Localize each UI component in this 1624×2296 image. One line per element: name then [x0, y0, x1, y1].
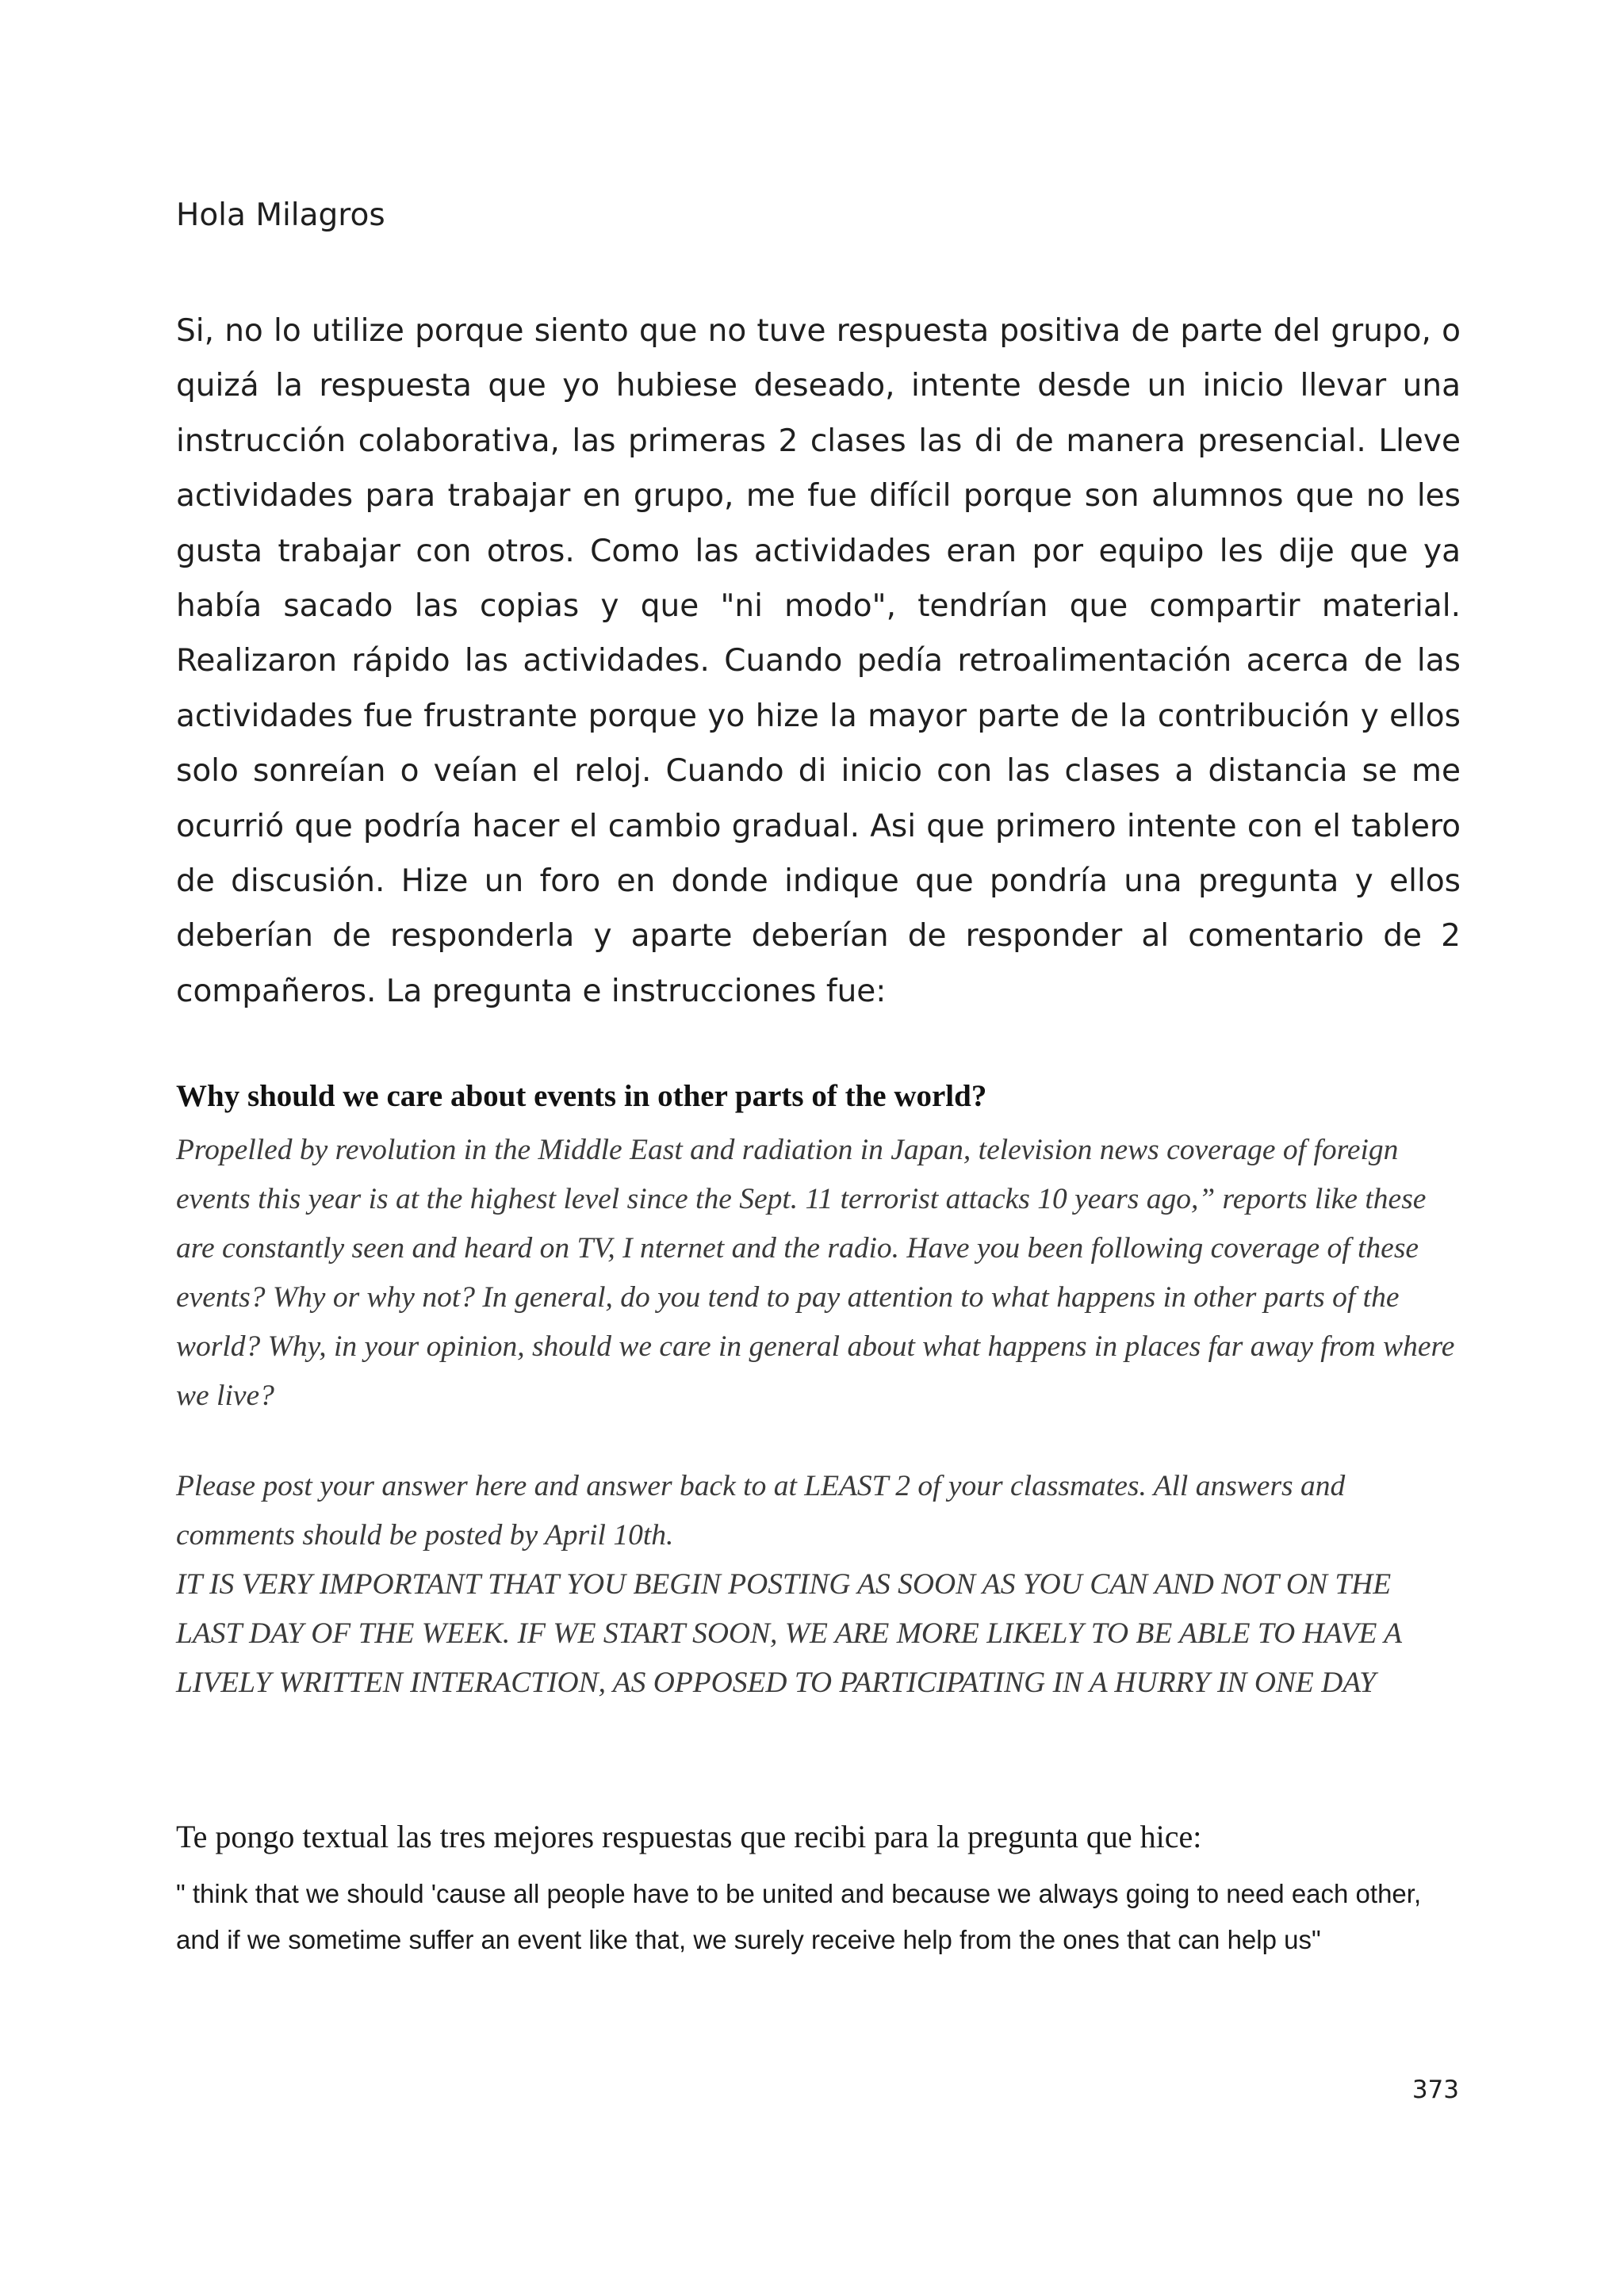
letter-paragraph: Si, no lo utilize porque siento que no tuve respuesta positiva de parte del grupo, o quizá la respuesta que yo hubiese deseado, intente desde un inicio llevar una instrucción colaborativa, las primeras 2 clases las di de manera presencial. Lleve actividades para trabajar en grupo, me fue difícil porque son alumnos que no les gusta trabajar con otros. Como las actividades eran por equipo les dije que ya había sacado las copias y que "ni modo", tendrían que compartir material. Realizaron rápido las actividades. Cuando pedía retroalimentación acerca de las actividades fue frustrante porque yo hize la mayor parte de la contribución y ellos solo sonreían o veían el reloj. Cuando di inicio con las clases a distancia se me ocurrió que podría hacer el cambio gradual. Asi que primero intente con el tablero de discusión. Hize un foro en donde indique que pondría una pregunta y ellos deberían de responderla y aparte deberían de responder al comentario de 2 compañeros. La pregunta e instrucciones fue: [176, 313, 1461, 1009]
page-number: 373 [1411, 2076, 1459, 2104]
question-body: Propelled by revolution in the Middle East and radiation in Japan, television news coverage of foreign events this year is at the highest level since the Sept. 11 terrorist attacks 10 years ago,” reports like these are constantly seen and heard on TV, I nternet and the radio. Have you been following coverage of these events? Why or why not? In general, do you tend to pay attention to what happens in other parts of the world? Why, in your opinion, should we care in general about what happens in places far away from where we live? [176, 1134, 1455, 1412]
responses-intro: Te pongo textual las tres mejores respuestas que recibi para la pregunta que hice: [176, 1819, 1202, 1854]
letter-greeting: Hola Milagros [176, 197, 385, 233]
question-instructions: Please post your answer here and answer back to at LEAST 2 of your classmates. All answers and comments should be posted by April 10th. [176, 1470, 1346, 1552]
question-title: Why should we care about events in other parts of the world? [176, 1079, 987, 1113]
question-emphasis: IT IS VERY IMPORTANT THAT YOU BEGIN POSTING AS SOON AS YOU CAN AND NOT ON THE LAST DAY OF THE WEEK. IF WE START SOON, WE ARE MORE LIKELY TO BE ABLE TO HAVE A LIVELY WRITTEN INTERACTION, AS OPPOSED TO PARTICIPATING IN A HURRY IN ONE DAY [176, 1568, 1402, 1699]
student-answer: " think that we should 'cause all people have to be united and because we always going to need each other, and if we sometime suffer an event like that, we surely receive help from the ones that can help us" [176, 1879, 1422, 1954]
